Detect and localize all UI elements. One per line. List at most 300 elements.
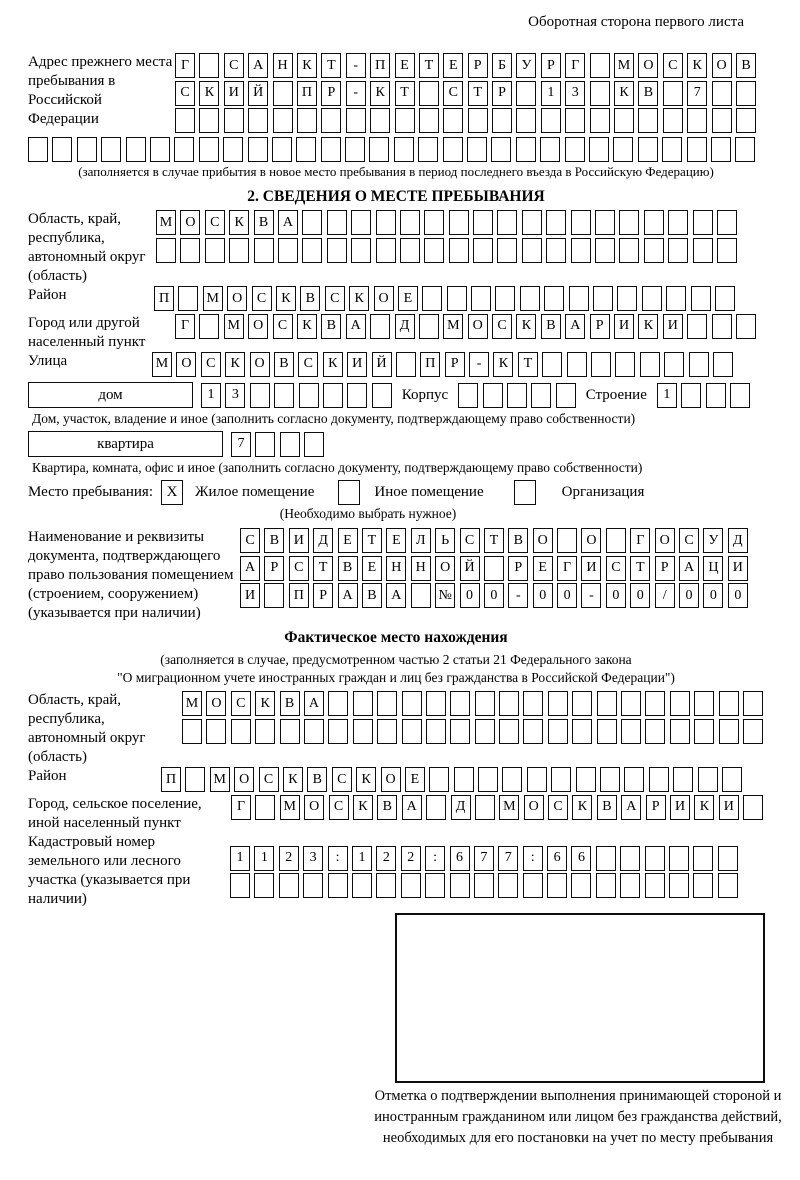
char-cell — [662, 137, 682, 162]
char-row — [156, 210, 737, 235]
gorod3-label: Город, сельское поселение, иной населенный пункт — [28, 795, 202, 831]
char-cell: К — [638, 314, 658, 339]
char-cell — [642, 286, 662, 311]
char-cell — [400, 210, 420, 235]
char-cell: Г — [630, 528, 650, 553]
char-cell — [126, 137, 146, 162]
char-cell — [419, 108, 439, 133]
char-cell: С — [224, 53, 244, 78]
char-cell — [548, 691, 568, 716]
char-cell — [621, 691, 641, 716]
char-cell — [567, 352, 587, 377]
char-cell: Е — [405, 767, 425, 792]
char-row — [154, 286, 735, 311]
char-cell — [597, 719, 617, 744]
stamp-area — [395, 913, 765, 1083]
char-row — [161, 767, 742, 792]
char-cell: Р — [445, 352, 465, 377]
char-cell — [606, 528, 626, 553]
char-cell — [548, 719, 568, 744]
char-cell — [323, 383, 343, 408]
char-cell: В — [321, 314, 341, 339]
char-cell — [352, 873, 372, 898]
char-cell: 0 — [679, 583, 699, 608]
char-cell: И — [240, 583, 260, 608]
char-cell: А — [386, 583, 406, 608]
char-cell: - — [346, 53, 366, 78]
char-cell — [447, 286, 467, 311]
char-cell: : — [328, 846, 348, 871]
char-cell — [273, 81, 293, 106]
char-cell — [255, 719, 275, 744]
char-cell — [395, 108, 415, 133]
char-cell: Е — [362, 556, 382, 581]
char-cell: М — [224, 314, 244, 339]
char-cell: 0 — [703, 583, 723, 608]
char-cell — [304, 719, 324, 744]
char-cell: С — [332, 767, 352, 792]
char-cell — [468, 108, 488, 133]
char-cell: С — [548, 795, 568, 820]
char-cell: Р — [655, 556, 675, 581]
char-cell — [572, 691, 592, 716]
char-cell — [730, 383, 750, 408]
char-cell — [376, 873, 396, 898]
char-cell — [576, 767, 596, 792]
char-cell: 6 — [547, 846, 567, 871]
kvartira-row — [28, 431, 764, 457]
char-cell: 2 — [279, 846, 299, 871]
char-cell — [491, 137, 511, 162]
char-cell — [572, 719, 592, 744]
char-cell — [595, 238, 615, 263]
char-cell — [498, 873, 518, 898]
char-cell — [687, 314, 707, 339]
char-cell — [497, 210, 517, 235]
char-cell: У — [703, 528, 723, 553]
char-cell — [717, 210, 737, 235]
char-cell — [668, 238, 688, 263]
char-cell — [556, 383, 576, 408]
char-cell — [743, 795, 763, 820]
char-cell — [719, 719, 739, 744]
stamp-caption: Отметка о подтверждении выполнения принимающей стороной и иностранным гражданином или лицом без гражданства действий, необходимых для его постановки на учет по месту пребывания — [374, 1087, 782, 1146]
char-cell — [590, 53, 610, 78]
char-cell — [175, 108, 195, 133]
char-cell — [302, 238, 322, 263]
char-cell — [516, 81, 536, 106]
char-cell: Й — [248, 81, 268, 106]
stroenie-label: Строение — [585, 386, 647, 403]
char-cell — [693, 238, 713, 263]
char-cell — [199, 108, 219, 133]
char-cell — [712, 314, 732, 339]
checkbox-organizatsiya — [514, 480, 536, 505]
char-cell: О — [176, 352, 196, 377]
char-cell: К — [572, 795, 592, 820]
mesto-label: Место пребывания: — [28, 484, 153, 500]
char-cell — [621, 719, 641, 744]
char-cell: С — [259, 767, 279, 792]
char-cell — [565, 108, 585, 133]
char-row — [657, 383, 750, 408]
char-cell — [495, 286, 515, 311]
char-cell — [614, 108, 634, 133]
char-cell — [372, 383, 392, 408]
char-cell: П — [420, 352, 440, 377]
char-cell — [551, 767, 571, 792]
char-cell — [394, 137, 414, 162]
raion-field — [28, 286, 764, 314]
char-cell: А — [338, 583, 358, 608]
char-cell — [687, 137, 707, 162]
char-cell: К — [349, 286, 369, 311]
char-cell — [369, 137, 389, 162]
char-cell: О — [638, 53, 658, 78]
char-cell — [328, 873, 348, 898]
char-cell — [687, 108, 707, 133]
prev-address-label: Адрес прежнего места пребывания в Российской Федерации — [28, 54, 173, 127]
char-cell: С — [329, 795, 349, 820]
char-cell: 0 — [460, 583, 480, 608]
char-cell: Т — [395, 81, 415, 106]
char-cell — [347, 383, 367, 408]
ulitsa-label: Улица — [28, 352, 68, 369]
char-cell: С — [289, 556, 309, 581]
char-cell — [522, 238, 542, 263]
char-cell: К — [370, 81, 390, 106]
char-cell — [615, 352, 635, 377]
char-cell — [736, 108, 756, 133]
char-cell — [613, 137, 633, 162]
char-cell — [668, 210, 688, 235]
char-cell: М — [614, 53, 634, 78]
char-cell: 7 — [687, 81, 707, 106]
char-cell — [419, 81, 439, 106]
char-cell — [443, 137, 463, 162]
char-cell: 0 — [630, 583, 650, 608]
char-row — [230, 873, 738, 898]
char-cell — [597, 691, 617, 716]
char-cell: М — [210, 767, 230, 792]
document-rows — [240, 528, 748, 611]
char-cell — [174, 137, 194, 162]
char-cell: Н — [273, 53, 293, 78]
char-cell: Е — [533, 556, 553, 581]
char-cell — [471, 286, 491, 311]
char-cell — [600, 767, 620, 792]
char-cell — [376, 210, 396, 235]
char-cell — [426, 719, 446, 744]
char-cell: Т — [468, 81, 488, 106]
char-cell: К — [614, 81, 634, 106]
char-cell: - — [581, 583, 601, 608]
char-cell — [351, 210, 371, 235]
raion3-field — [28, 767, 764, 795]
char-cell — [185, 767, 205, 792]
char-cell: С — [205, 210, 225, 235]
cadastral-field — [28, 833, 764, 909]
char-cell: И — [728, 556, 748, 581]
char-cell: С — [325, 286, 345, 311]
char-cell: Г — [175, 314, 195, 339]
char-cell: М — [156, 210, 176, 235]
char-cell — [645, 846, 665, 871]
char-row — [175, 81, 756, 106]
char-cell — [711, 137, 731, 162]
char-cell — [450, 691, 470, 716]
mesto-note: (Необходимо выбрать нужное) — [279, 506, 457, 521]
char-cell — [178, 286, 198, 311]
char-cell — [473, 238, 493, 263]
char-cell: Р — [468, 53, 488, 78]
dom-row — [28, 382, 764, 408]
char-cell: С — [492, 314, 512, 339]
char-cell: О — [524, 795, 544, 820]
char-cell — [199, 314, 219, 339]
char-cell — [698, 767, 718, 792]
char-cell — [424, 238, 444, 263]
char-cell: 1 — [352, 846, 372, 871]
char-cell: А — [278, 210, 298, 235]
char-cell: 2 — [401, 846, 421, 871]
char-cell — [719, 691, 739, 716]
gorod3-field — [28, 795, 764, 833]
char-cell: С — [273, 314, 293, 339]
char-cell: А — [621, 795, 641, 820]
char-cell: 3 — [225, 383, 245, 408]
cadastral-rows — [230, 833, 738, 901]
kvartira-box: квартира — [28, 431, 223, 457]
char-cell — [411, 583, 431, 608]
char-row — [240, 583, 748, 608]
char-cell: 1 — [201, 383, 221, 408]
char-cell: О — [206, 691, 226, 716]
char-cell: В — [541, 314, 561, 339]
char-cell — [274, 383, 294, 408]
char-cell — [664, 352, 684, 377]
char-cell: Р — [492, 81, 512, 106]
char-cell — [499, 719, 519, 744]
char-cell: П — [289, 583, 309, 608]
char-cell: Е — [443, 53, 463, 78]
char-cell — [229, 238, 249, 263]
char-cell: Т — [419, 53, 439, 78]
char-cell: В — [362, 583, 382, 608]
char-cell — [224, 108, 244, 133]
char-cell — [449, 238, 469, 263]
oblast-field — [28, 210, 764, 286]
kvartira-caption: Квартира, комната, офис и иное (заполнить согласно документу, подтверждающему право собственности) — [32, 460, 643, 475]
char-cell — [52, 137, 72, 162]
char-cell — [150, 137, 170, 162]
char-cell — [595, 210, 615, 235]
char-cell — [473, 210, 493, 235]
char-cell — [328, 719, 348, 744]
char-cell: К — [255, 691, 275, 716]
char-cell — [376, 238, 396, 263]
char-cell — [523, 873, 543, 898]
char-cell — [248, 108, 268, 133]
char-cell: В — [274, 352, 294, 377]
char-cell: И — [719, 795, 739, 820]
char-cell — [296, 137, 316, 162]
char-cell — [681, 383, 701, 408]
char-cell — [546, 238, 566, 263]
char-cell: Ц — [703, 556, 723, 581]
char-row — [201, 383, 392, 408]
char-cell — [718, 873, 738, 898]
char-cell: 6 — [450, 846, 470, 871]
char-cell — [400, 238, 420, 263]
char-cell: И — [581, 556, 601, 581]
char-cell — [666, 286, 686, 311]
char-cell — [255, 795, 275, 820]
checkbox-zhiloe: X — [161, 480, 183, 505]
raion3-label: Район — [28, 768, 67, 784]
option-organizatsiya-label: Организация — [561, 484, 645, 500]
char-cell: К — [297, 314, 317, 339]
char-cell — [541, 108, 561, 133]
char-cell: С — [231, 691, 251, 716]
char-cell — [718, 846, 738, 871]
char-cell — [272, 137, 292, 162]
char-cell: К — [353, 795, 373, 820]
char-cell: О — [250, 352, 270, 377]
char-cell — [590, 81, 610, 106]
char-cell — [531, 383, 551, 408]
char-cell: - — [346, 81, 366, 106]
ulitsa-field — [28, 352, 764, 380]
char-cell: В — [377, 795, 397, 820]
char-cell: : — [523, 846, 543, 871]
gorod-field — [28, 314, 764, 352]
char-cell — [458, 383, 478, 408]
char-cell: К — [356, 767, 376, 792]
char-cell: И — [347, 352, 367, 377]
char-cell — [429, 767, 449, 792]
char-cell — [663, 81, 683, 106]
char-cell — [540, 137, 560, 162]
char-row — [152, 352, 733, 377]
char-cell — [77, 137, 97, 162]
char-cell — [478, 767, 498, 792]
char-cell — [596, 846, 616, 871]
char-cell: У — [516, 53, 536, 78]
char-cell: А — [402, 795, 422, 820]
char-cell: П — [297, 81, 317, 106]
char-cell: 0 — [533, 583, 553, 608]
char-cell: 3 — [303, 846, 323, 871]
char-row — [231, 795, 763, 820]
char-cell: В — [736, 53, 756, 78]
option-inoe-label: Иное помещение — [374, 484, 484, 500]
prev-address-field — [28, 53, 764, 136]
char-cell: Е — [395, 53, 415, 78]
char-cell: А — [248, 53, 268, 78]
char-cell: Ь — [435, 528, 455, 553]
char-cell — [523, 691, 543, 716]
char-cell: Р — [508, 556, 528, 581]
char-cell — [248, 137, 268, 162]
document-label: Наименование и реквизиты документа, подтверждающего право пользования помещением (строением, сооружением) (указывается при наличии) — [28, 529, 234, 621]
char-cell: И — [663, 314, 683, 339]
char-cell: С — [663, 53, 683, 78]
char-cell — [206, 719, 226, 744]
char-cell — [663, 108, 683, 133]
char-cell — [297, 108, 317, 133]
oblast-label: Область, край, республика, автономный округ (область) — [28, 211, 146, 284]
char-cell — [669, 846, 689, 871]
char-cell — [321, 137, 341, 162]
char-cell — [497, 238, 517, 263]
char-cell — [717, 238, 737, 263]
char-row — [182, 719, 763, 744]
char-cell — [706, 383, 726, 408]
char-cell: 1 — [541, 81, 561, 106]
dom-box: дом — [28, 382, 193, 408]
char-cell — [722, 767, 742, 792]
char-cell: А — [565, 314, 585, 339]
char-cell — [644, 210, 664, 235]
char-cell — [565, 137, 585, 162]
char-cell — [424, 210, 444, 235]
char-cell — [715, 286, 735, 311]
char-cell: Н — [386, 556, 406, 581]
char-cell — [743, 719, 763, 744]
char-cell: Т — [321, 53, 341, 78]
char-cell — [644, 238, 664, 263]
char-cell: - — [508, 583, 528, 608]
char-cell: 0 — [484, 583, 504, 608]
char-cell: К — [493, 352, 513, 377]
char-cell: О — [381, 767, 401, 792]
oblast3-rows — [182, 691, 763, 746]
char-cell: Р — [590, 314, 610, 339]
char-cell — [624, 767, 644, 792]
char-cell — [492, 108, 512, 133]
char-cell: Р — [313, 583, 333, 608]
char-cell: И — [224, 81, 244, 106]
char-cell — [345, 137, 365, 162]
char-cell — [673, 767, 693, 792]
char-cell — [426, 691, 446, 716]
char-cell — [694, 691, 714, 716]
char-cell: Р — [646, 795, 666, 820]
char-cell: В — [307, 767, 327, 792]
char-cell: К — [694, 795, 714, 820]
char-cell — [542, 352, 562, 377]
checkbox-inoe — [338, 480, 360, 505]
char-cell: К — [229, 210, 249, 235]
char-cell: А — [679, 556, 699, 581]
char-cell: 0 — [606, 583, 626, 608]
char-cell — [449, 210, 469, 235]
char-cell — [670, 719, 690, 744]
char-cell — [223, 137, 243, 162]
char-cell — [712, 108, 732, 133]
oblast-rows — [156, 210, 737, 265]
char-cell — [569, 286, 589, 311]
oblast3-label: Область, край, республика, автономный округ (область) — [28, 692, 146, 765]
char-cell — [351, 238, 371, 263]
char-cell — [691, 286, 711, 311]
char-cell: М — [152, 352, 172, 377]
char-cell — [450, 719, 470, 744]
char-cell: Т — [484, 528, 504, 553]
char-cell — [280, 432, 300, 457]
char-cell: Т — [518, 352, 538, 377]
